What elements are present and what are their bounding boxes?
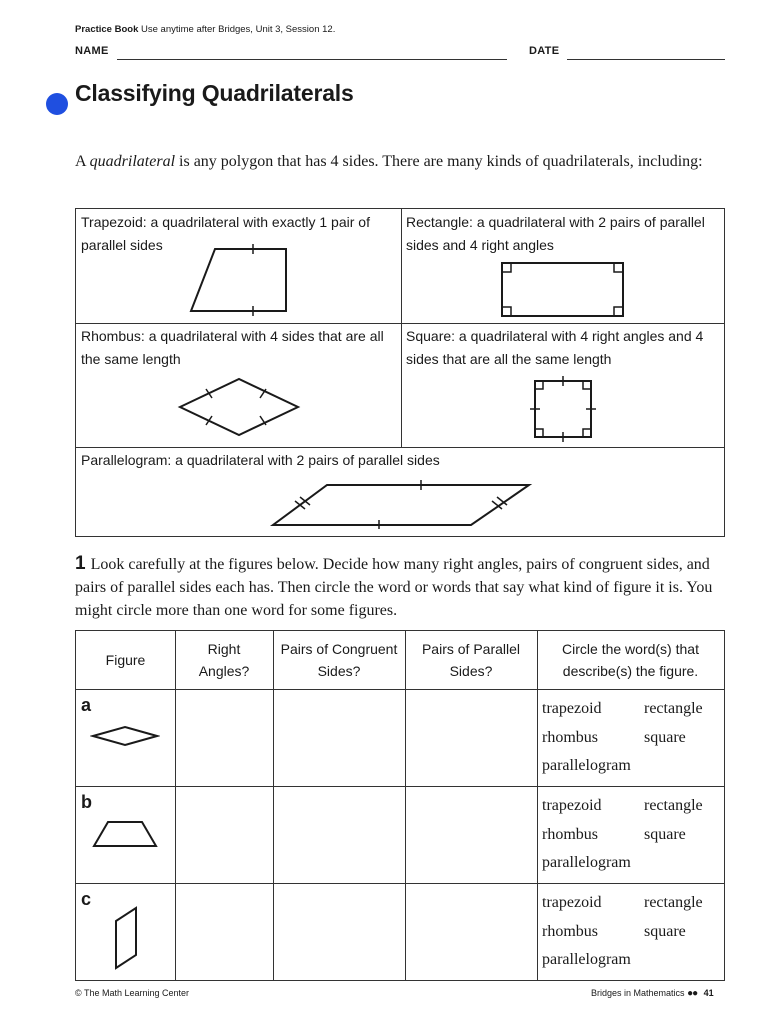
- footer-publication: [591, 988, 714, 999]
- intro-prefix: A: [75, 153, 90, 170]
- rectangle-figure: [500, 261, 626, 319]
- trapezoid-definition: Trapezoid: a quadrilateral with exactly 1 pair of parallel sides: [81, 214, 370, 253]
- page-title: Classifying Quadrilaterals: [75, 80, 354, 106]
- divider: [76, 786, 724, 787]
- row-c-label: c: [81, 889, 92, 909]
- row-c-parallelogram-figure: [112, 905, 140, 971]
- name-line[interactable]: [117, 59, 507, 60]
- definitions-table: [75, 208, 725, 537]
- page-number: 41: [703, 988, 714, 998]
- row-b-square[interactable]: square: [644, 825, 686, 843]
- footer-dots-icon: ●●: [687, 988, 698, 999]
- row-a-rectangle[interactable]: rectangle: [644, 700, 703, 717]
- session-note: Use anytime after Bridges, Unit 3, Session 12.: [141, 24, 336, 35]
- question-number: 1: [75, 553, 86, 574]
- question-text: Look carefully at the figures below. Decide how many right angles, pairs of congruent sides, and pairs of parallel sides each has. Then circle the word or words that say what kind of figure it is. You might circle more than one word for some figures.: [75, 556, 713, 619]
- intro-paragraph: [75, 150, 735, 174]
- date-label: DATE: [529, 45, 560, 57]
- header-parallel-sides: Pairs of Parallel Sides?: [421, 641, 521, 679]
- row-b-parallelogram[interactable]: parallelogram: [542, 854, 631, 871]
- divider: [76, 883, 724, 884]
- header-figure: Figure: [105, 652, 146, 668]
- row-c-parallelogram[interactable]: parallelogram: [542, 951, 631, 968]
- trapezoid-figure: [186, 244, 296, 316]
- row-c-rectangle[interactable]: rectangle: [644, 894, 703, 911]
- header-circle-words: Circle the word(s) that describe(s) the figure.: [562, 641, 699, 679]
- date-line[interactable]: [567, 59, 725, 60]
- row-a-parallelogram[interactable]: parallelogram: [542, 757, 631, 774]
- divider: [76, 689, 724, 690]
- row-a-rhombus[interactable]: rhombus: [542, 728, 598, 746]
- row-c-trapezoid[interactable]: trapezoid: [542, 894, 602, 911]
- row-c-square[interactable]: square: [644, 922, 686, 940]
- row-b-trapezoid[interactable]: trapezoid: [542, 797, 602, 814]
- square-figure: [528, 374, 598, 444]
- intro-term: quadrilateral: [89, 153, 176, 170]
- row-c-rhombus[interactable]: rhombus: [542, 922, 598, 940]
- intro-rest: is any polygon that has 4 sides. There are many kinds of quadrilaterals, including:: [175, 153, 703, 170]
- footer-book-title: Bridges in Mathematics: [591, 988, 685, 998]
- practice-book-label: Practice Book: [75, 24, 139, 35]
- square-definition: Square: a quadrilateral with 4 right angles and 4 sides that are all the same length: [406, 328, 704, 367]
- question-1: [75, 552, 735, 622]
- worksheet-table: [75, 630, 725, 981]
- name-date-row: [75, 45, 725, 65]
- footer-copyright: © The Math Learning Center: [75, 988, 190, 998]
- parallelogram-definition: Parallelogram: a quadrilateral with 2 pairs of parallel sides: [81, 452, 440, 468]
- rectangle-definition: Rectangle: a quadrilateral with 2 pairs of parallel sides and 4 right angles: [406, 214, 705, 253]
- row-c-word-choices: [542, 889, 703, 975]
- parallelogram-figure: [269, 479, 533, 529]
- row-b-rhombus[interactable]: rhombus: [542, 825, 598, 843]
- rhombus-definition: Rhombus: a quadrilateral with 4 sides that are all the same length: [81, 328, 384, 367]
- row-a-trapezoid[interactable]: trapezoid: [542, 700, 602, 717]
- row-a-square[interactable]: square: [644, 728, 686, 746]
- row-b-trapezoid-figure: [90, 818, 160, 850]
- practice-book-header: [75, 24, 335, 35]
- row-a-rhombus-figure: [90, 724, 160, 748]
- header-congruent-sides: Pairs of Congruent Sides?: [280, 641, 398, 679]
- row-b-rectangle[interactable]: rectangle: [644, 797, 703, 814]
- row-a-word-choices: [542, 695, 703, 781]
- rhombus-figure: [177, 376, 301, 438]
- row-a-label: a: [81, 695, 92, 715]
- row-b-label: b: [81, 792, 92, 812]
- bullet-dot-icon: [46, 93, 68, 115]
- name-label: NAME: [75, 45, 109, 57]
- header-right-angles: Right Angles?: [198, 641, 250, 679]
- row-b-word-choices: [542, 792, 703, 878]
